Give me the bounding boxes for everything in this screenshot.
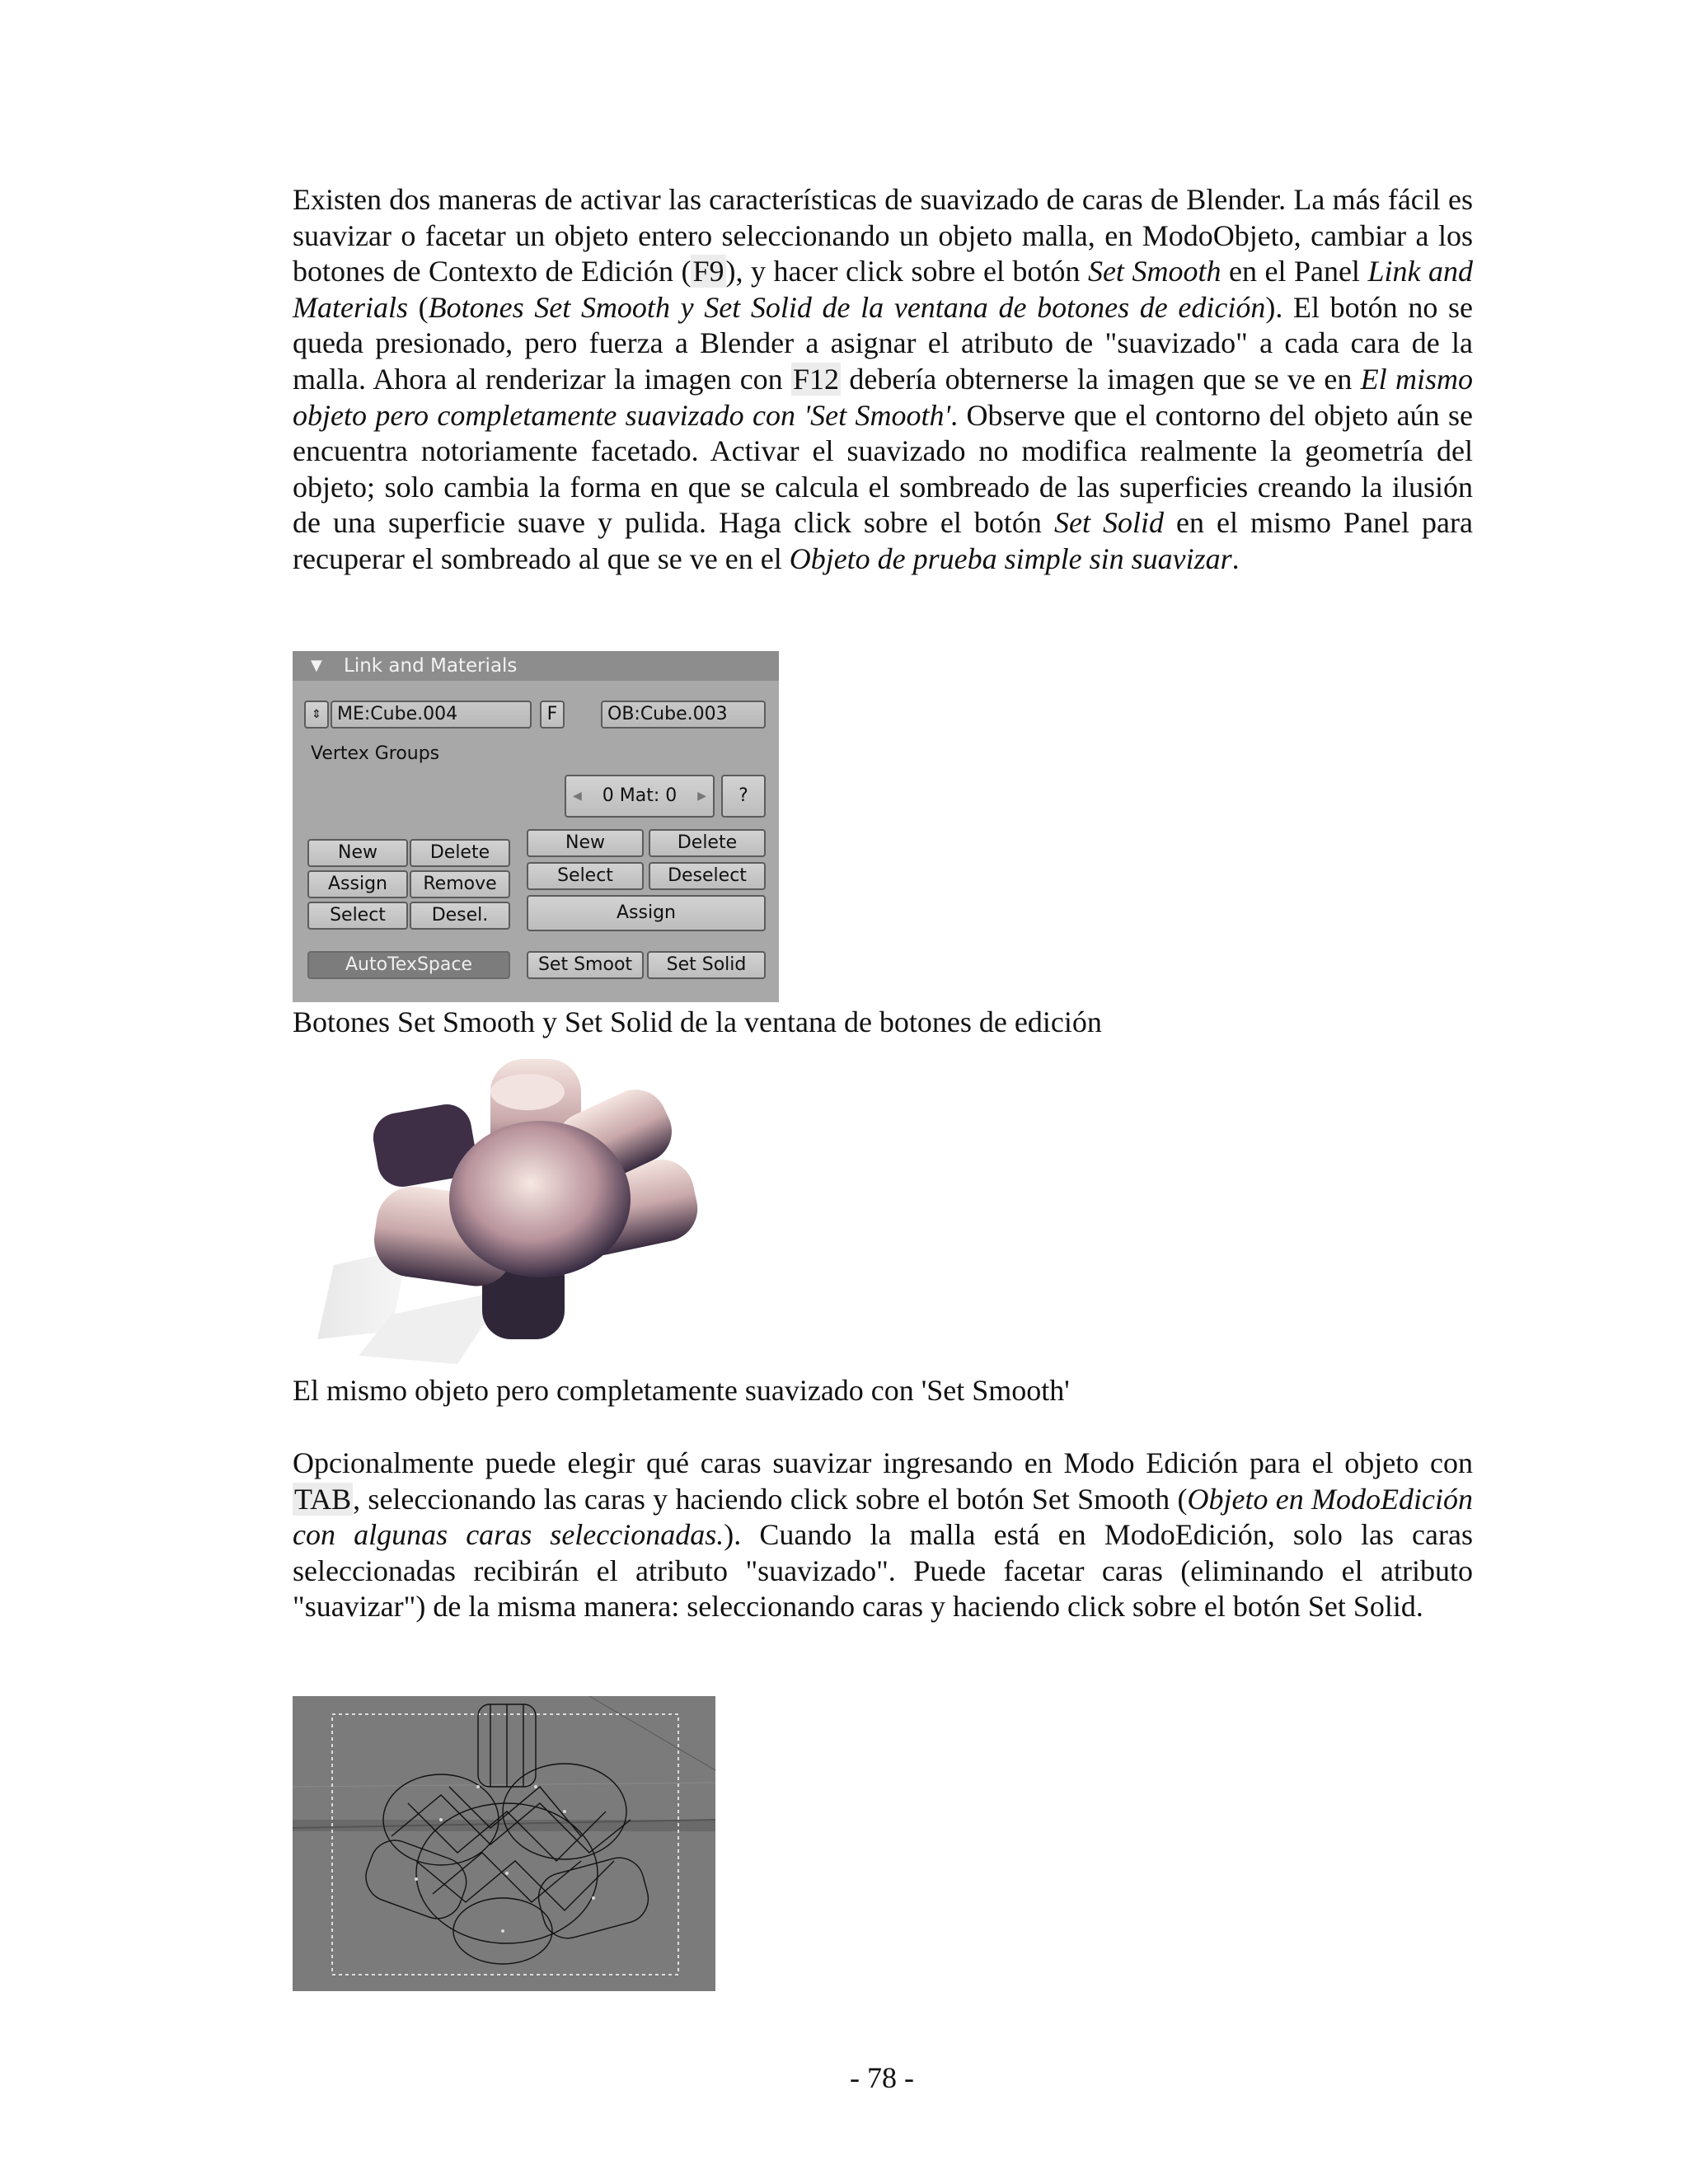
material-help-button[interactable]: ?: [721, 775, 766, 818]
vgroup-deselect-button[interactable]: Desel.: [410, 902, 510, 930]
key-f9: F9: [692, 255, 724, 288]
vgroup-assign-button[interactable]: Assign: [307, 870, 408, 898]
paragraph-2: Opcionalmente puede elegir qué caras suavizar ingresando en Modo Edición para el objeto con TAB, seleccionando las caras y haciendo click sobre el botón Set Smooth (Objeto en ModoEdición con algunas caras seleccionadas.). Cuando la malla está en ModoEdición, solo las caras seleccionadas recibirán el atributo "suavizado". Puede facetar caras (eliminando el atributo "suavizar") de la misma manera: seleccionando caras y haciendo click sobre el botón Set Solid.: [293, 1446, 1474, 1624]
object-name-field[interactable]: OB:Cube.003: [601, 701, 766, 729]
set-solid-button[interactable]: Set Solid: [647, 951, 766, 979]
page-number: - 78 -: [850, 2061, 914, 2094]
arrow-left-icon[interactable]: ◀: [573, 790, 582, 803]
fake-user-button[interactable]: F: [540, 701, 565, 729]
smooth-object-render: [293, 1043, 787, 1372]
panel-header[interactable]: [293, 651, 779, 681]
vgroup-remove-button[interactable]: Remove: [410, 870, 510, 898]
mesh-browse-button[interactable]: ⇕: [304, 701, 329, 729]
vertex-groups-label: Vertex Groups: [311, 743, 440, 764]
set-smooth-button[interactable]: Set Smoot: [527, 951, 644, 979]
vgroup-select-button[interactable]: Select: [307, 902, 408, 930]
material-select-button[interactable]: Select: [527, 862, 644, 890]
key-tab: TAB: [294, 1482, 352, 1516]
paragraph-1: Existen dos maneras de activar las características de suavizado de caras de Blender. La más fácil es suavizar o facetar un objeto entero seleccionando un objeto malla, en ModoObjeto, cambiar a los botones de Contexto de Edición (F9), y hacer click sobre el botón Set Smooth en el Panel Link and Materials (Botones Set Smooth y Set Solid de la ventana de botones de edición). El botón no se queda presionado, pero fuerza a Blender a asignar el atributo de "suavizado" a cada cara de la malla. Ahora al renderizar la imagen con F12 debería obternerse la imagen que se ve en El mismo objeto pero completamente suavizado con 'Set Smooth'. Observe que el contorno del objeto aún se encuentra notoriamente facetado. Activar el suavizado no modifica realmente la geometría del objeto; solo cambia la forma en que se calcula el sombreado de las superficies creando la ilusión de una superficie suave y pulida. Haga click sobre el botón Set Solid en el mismo Panel para recuperar el sombreado al que se ve en el Objeto de prueba simple sin suavizar.: [293, 183, 1473, 575]
vgroup-new-button[interactable]: New: [307, 839, 408, 867]
material-deselect-button[interactable]: Deselect: [649, 862, 766, 890]
panel-title: Link and Materials: [344, 655, 518, 677]
collapse-triangle-icon[interactable]: ▼: [311, 657, 322, 674]
autotexspace-button[interactable]: AutoTexSpace: [307, 951, 510, 979]
vgroup-delete-button[interactable]: Delete: [410, 839, 510, 867]
material-delete-button[interactable]: Delete: [649, 829, 766, 857]
key-f12: F12: [793, 362, 840, 396]
material-new-button[interactable]: New: [527, 829, 644, 857]
caption-panel: Botones Set Smooth y Set Solid de la ventana de botones de edición: [293, 1005, 1102, 1038]
material-assign-button[interactable]: Assign: [527, 895, 766, 931]
arrow-right-icon[interactable]: ▶: [697, 790, 706, 803]
link-and-materials-panel: [293, 651, 779, 1002]
mesh-name-field[interactable]: ME:Cube.004: [331, 701, 532, 729]
material-index-field[interactable]: ◀ 0 Mat: 0 ▶: [565, 775, 715, 818]
editmode-wireframe-image: [293, 1696, 715, 1991]
caption-smooth: El mismo objeto pero completamente suavizado con 'Set Smooth': [293, 1374, 1070, 1407]
